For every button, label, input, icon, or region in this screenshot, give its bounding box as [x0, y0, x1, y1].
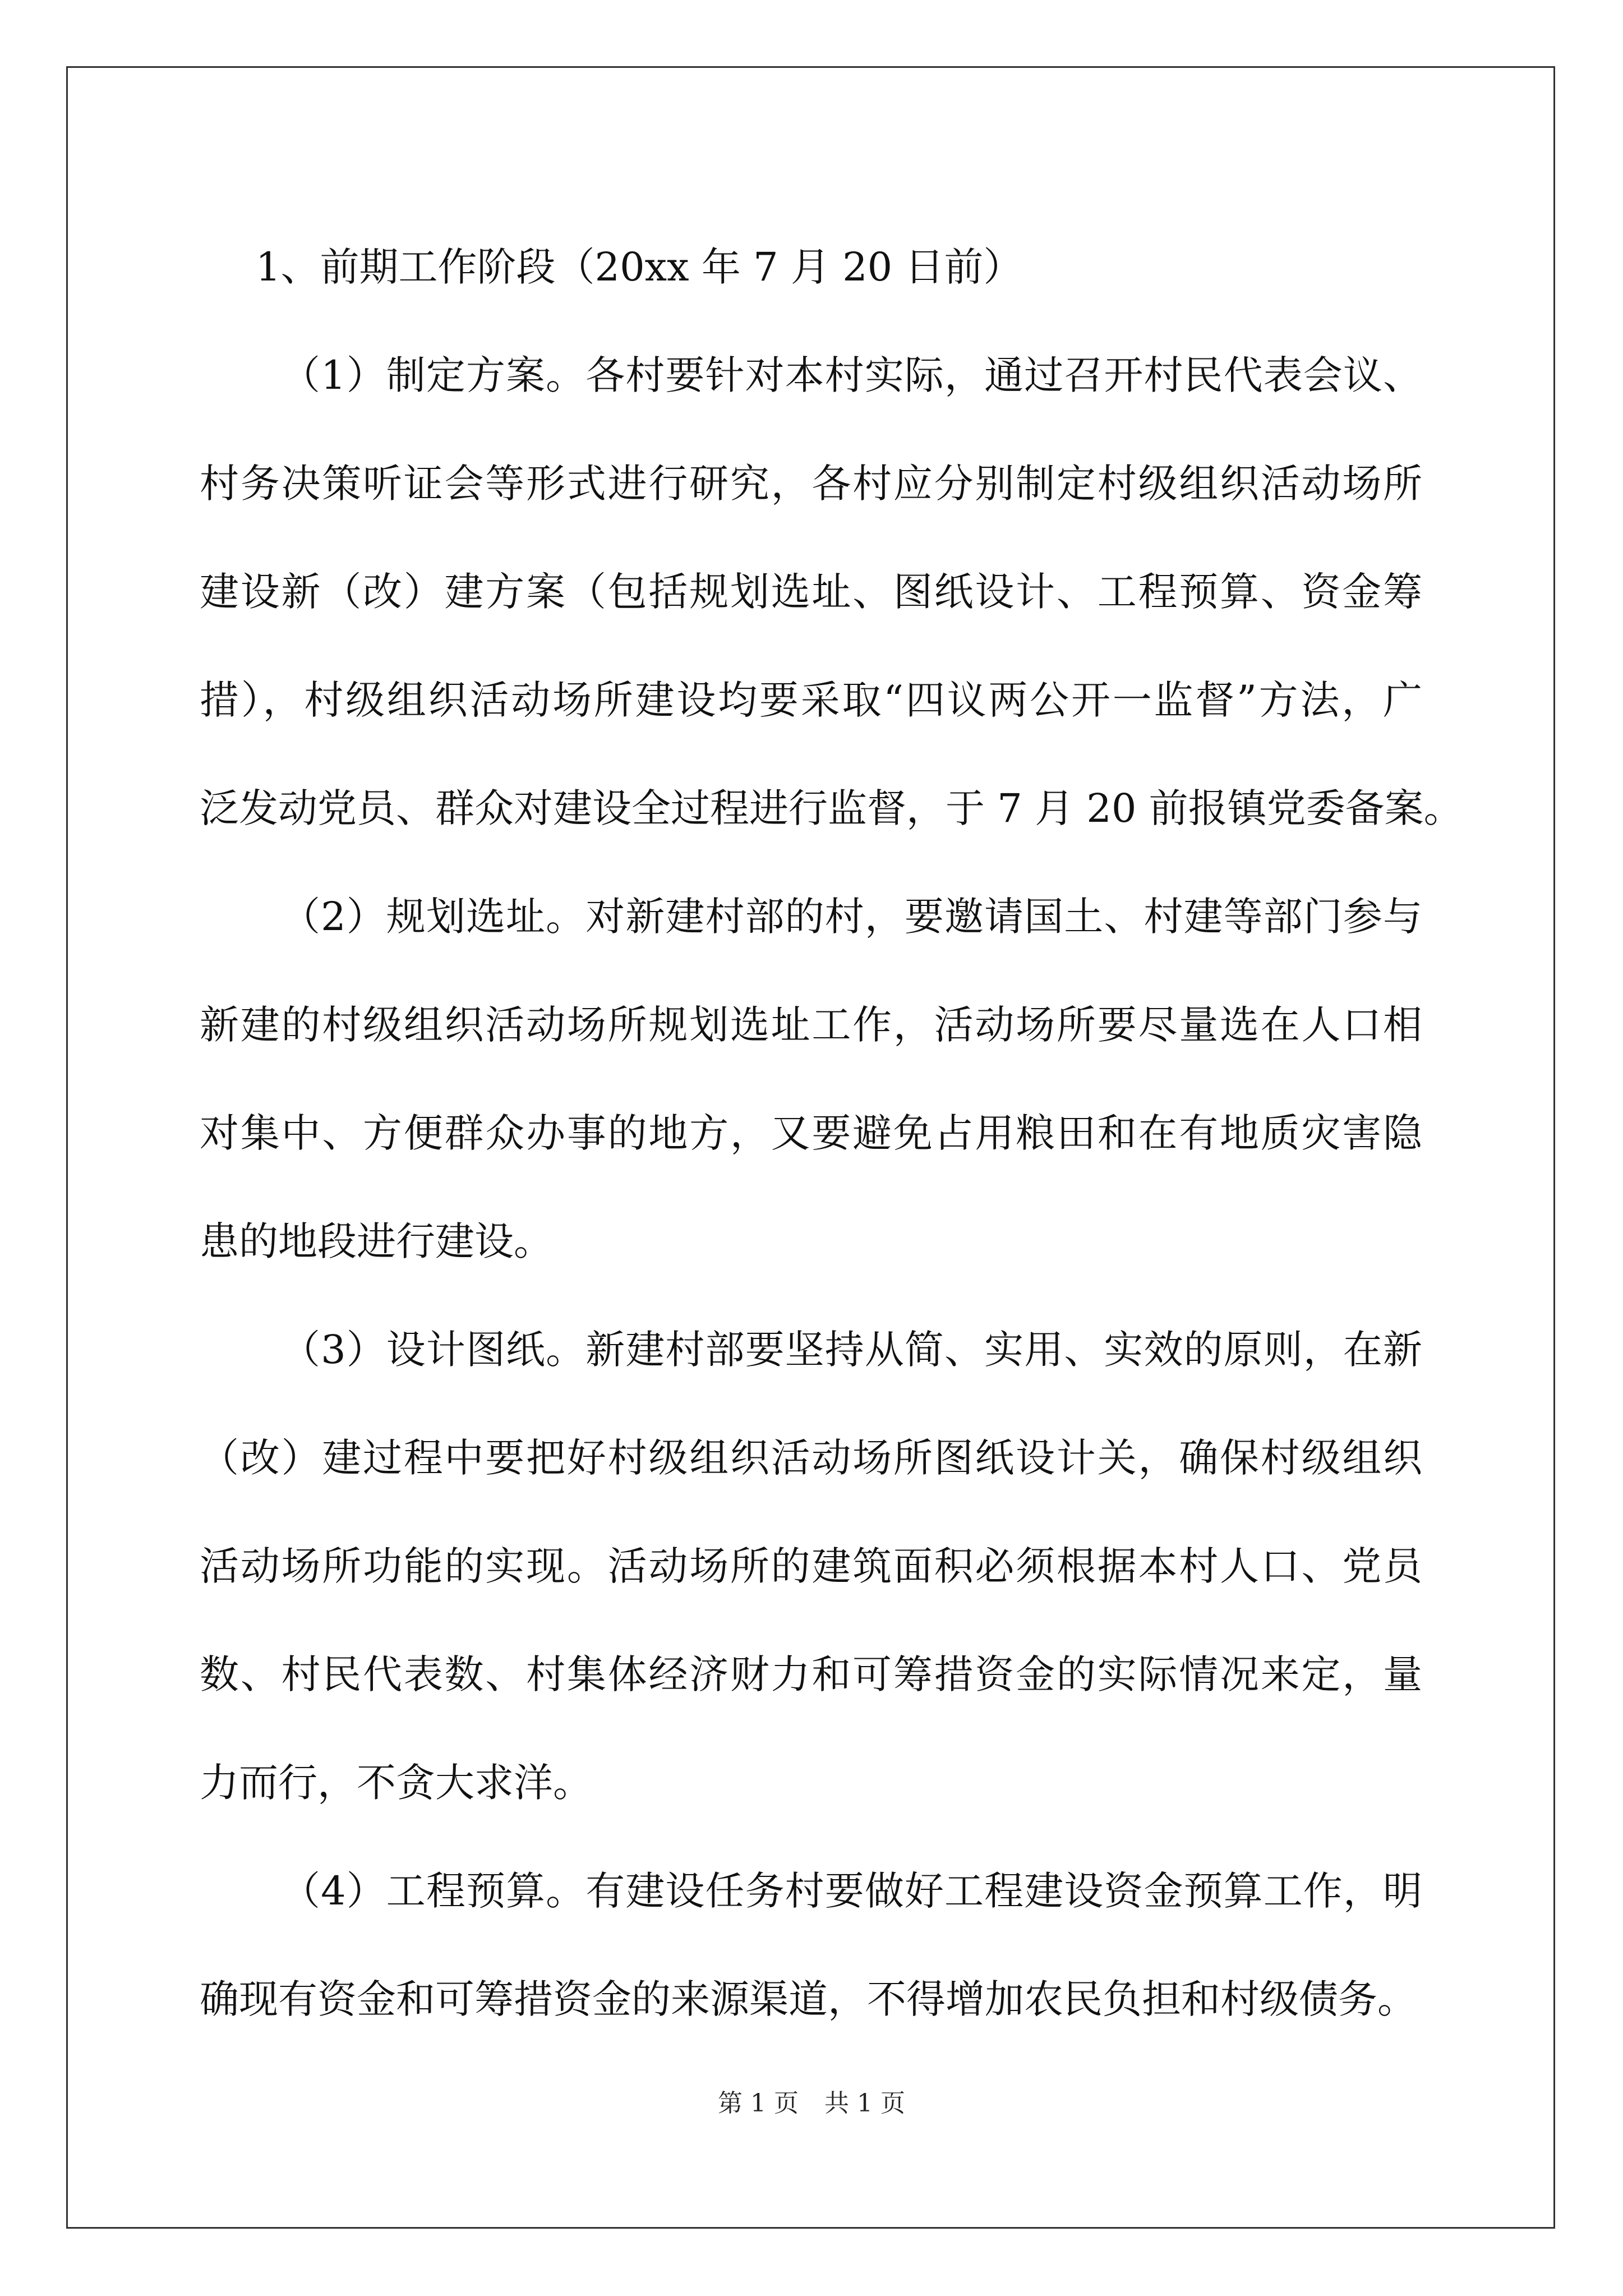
paragraph-line: （3）设计图纸。新建村部要坚持从简、实用、实效的原则，在新	[281, 1327, 1422, 1373]
paragraph-line: 新建的村级组织活动场所规划选址工作，活动场所要尽量选在人口相	[200, 1002, 1422, 1048]
paragraph-line: 建设新（改）建方案（包括规划选址、图纸设计、工程预算、资金筹	[200, 569, 1422, 615]
paragraph-line: 活动场所功能的实现。活动场所的建筑面积必须根据本村人口、党员	[200, 1543, 1422, 1589]
paragraph-line: （4）工程预算。有建设任务村要做好工程建设资金预算工作，明	[281, 1868, 1422, 1914]
paragraph-line: 措），村级组织活动场所建设均要采取“四议两公开一监督”方法，广	[200, 677, 1422, 723]
paragraph-line: （2）规划选址。对新建村部的村，要邀请国土、村建等部门参与	[281, 894, 1422, 940]
page-number: 第 1 页	[718, 2089, 799, 2118]
paragraph-line: （改）建过程中要把好村级组织活动场所图纸设计关，确保村级组织	[200, 1435, 1422, 1481]
paragraph-line: 确现有资金和可筹措资金的来源渠道，不得增加农民负担和村级债务。	[200, 1976, 1417, 2022]
section-heading: 1、前期工作阶段（20xx 年 7 月 20 日前）	[256, 244, 1023, 290]
paragraph-line: 数、村民代表数、村集体经济财力和可筹措资金的实际情况来定，量	[200, 1651, 1422, 1697]
paragraph-line: （1）制定方案。各村要针对本村实际，通过召开村民代表会议、	[281, 352, 1422, 398]
paragraph-line: 泛发动党员、群众对建设全过程进行监督，于 7 月 20 前报镇党委备案。	[200, 785, 1463, 831]
document-body	[200, 213, 1463, 2054]
page-total: 共 1 页	[824, 2089, 905, 2118]
paragraph-line: 对集中、方便群众办事的地方，又要避免占用粮田和在有地质灾害隐	[200, 1110, 1422, 1156]
paragraph-line: 患的地段进行建设。	[200, 1218, 553, 1264]
paragraph-line: 村务决策听证会等形式进行研究，各村应分别制定村级组织活动场所	[200, 461, 1422, 507]
paragraph-line: 力而行，不贪大求洋。	[200, 1760, 592, 1806]
page-footer	[0, 2087, 1623, 2120]
